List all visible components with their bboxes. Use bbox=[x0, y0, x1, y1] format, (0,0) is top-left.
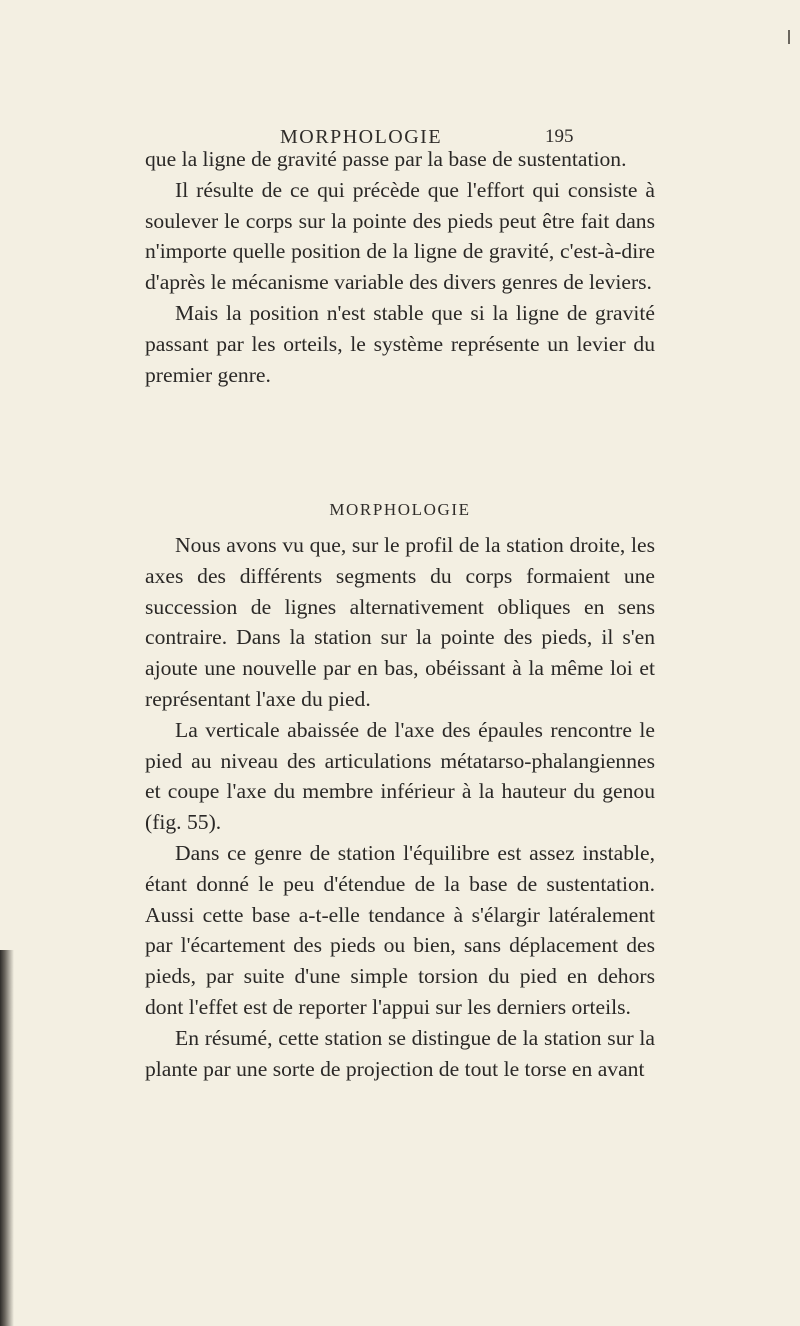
paragraph-continuation: que la ligne de gravité passe par la base de sustentation. bbox=[145, 147, 627, 171]
paragraph: Nous avons vu que, sur le profil de la station droite, les axes des différents segments du corps formaient une succession de lignes alternativement obliques en sens contraire. Dans la station sur la pointe des pieds, il s'en ajoute une nouvelle par en bas, obéissant à la même loi et représentant l'axe du pied. bbox=[145, 533, 655, 711]
page-number: 195 bbox=[545, 126, 574, 147]
paragraph: La verticale abaissée de l'axe des épaules rencontre le pied au niveau des articulations métatarso-phalangiennes et coupe l'axe du membre inférieur à la hauteur du genou (fig. 55). bbox=[145, 717, 655, 835]
text-block-bottom bbox=[145, 530, 655, 1084]
text-block-top bbox=[145, 144, 655, 390]
running-title: MORPHOLOGIE bbox=[280, 126, 443, 148]
paragraph: Dans ce genre de station l'équilibre est assez instable, étant donné le peu d'étendue de la base de sustentation. Aussi cette base a-t-elle tendance à s'élargir latéralement par l'écartement des pieds ou bien, sans déplacement des pieds, par suite d'une simple torsion du pied en dehors dont l'effet est de reporter l'appui sur les derniers orteils. bbox=[145, 840, 655, 1019]
paragraph: Mais la position n'est stable que si la ligne de gravité passant par les orteils, le système représente un levier du premier genre. bbox=[145, 300, 655, 387]
binding-shadow bbox=[0, 950, 14, 1326]
section-heading: MORPHOLOGIE bbox=[329, 500, 471, 519]
paragraph: En résumé, cette station se distingue de la station sur la plante par une sorte de projection de tout le torse en avant bbox=[145, 1025, 655, 1081]
paragraph: Il résulte de ce qui précède que l'effort qui consiste à soulever le corps sur la pointe des pieds peut être fait dans n'importe quelle position de la ligne de gravité, c'est-à-dire d'après le mécanisme variable des divers genres de leviers. bbox=[145, 177, 655, 295]
page-edge-mark bbox=[788, 30, 790, 44]
